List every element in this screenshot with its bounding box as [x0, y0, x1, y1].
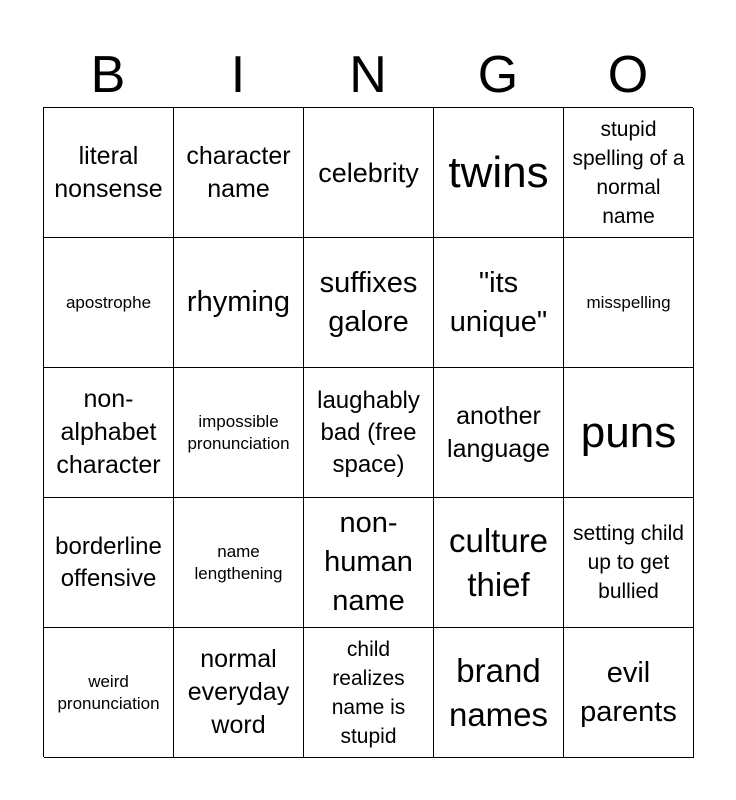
bingo-cell[interactable]	[174, 628, 304, 758]
bingo-cell[interactable]	[44, 628, 174, 758]
bingo-cell[interactable]	[174, 108, 304, 238]
cell-text: setting child up to get bullied	[573, 522, 684, 603]
cell-text: twins	[448, 147, 549, 197]
bingo-header	[43, 44, 693, 106]
cell-text: non-human name	[324, 507, 413, 617]
bingo-cell[interactable]	[304, 368, 434, 498]
bingo-cell[interactable]	[174, 368, 304, 498]
bingo-cell[interactable]	[174, 238, 304, 368]
cell-text: evil parents	[580, 656, 677, 728]
bingo-cell[interactable]	[44, 238, 174, 368]
header-letter-o: O	[607, 46, 649, 104]
cell-text: suffixes galore	[319, 266, 418, 338]
bingo-cell[interactable]	[564, 238, 694, 368]
bingo-cell[interactable]	[434, 108, 564, 238]
bingo-cell[interactable]	[304, 628, 434, 758]
cell-text: brand names	[448, 651, 549, 733]
cell-text: misspelling	[586, 292, 671, 312]
cell-text: rhyming	[186, 286, 291, 318]
cell-text: laughably bad (free space)	[317, 386, 420, 478]
cell-text: celebrity	[318, 157, 419, 188]
cell-text: "its unique"	[449, 266, 548, 338]
bingo-cell[interactable]	[434, 368, 564, 498]
bingo-cell[interactable]	[44, 368, 174, 498]
bingo-cell[interactable]	[44, 108, 174, 238]
header-letter-b: B	[90, 46, 126, 104]
bingo-cell[interactable]	[434, 238, 564, 368]
cell-text: another language	[447, 401, 550, 463]
bingo-cell[interactable]	[564, 108, 694, 238]
header-letter-g: G	[477, 46, 519, 104]
cell-text: weird pronunciation	[57, 671, 160, 713]
cell-text: stupid spelling of a normal name	[572, 117, 685, 228]
cell-text: apostrophe	[65, 292, 152, 312]
cell-text: character name	[186, 141, 291, 203]
bingo-cell[interactable]	[434, 498, 564, 628]
cell-text: puns	[580, 407, 677, 457]
bingo-board	[43, 107, 693, 757]
bingo-cell[interactable]	[564, 368, 694, 498]
cell-text: culture thief	[448, 521, 549, 603]
bingo-cell[interactable]	[304, 238, 434, 368]
cell-text: literal nonsense	[54, 141, 163, 203]
cell-text: name lengthening	[194, 541, 283, 583]
cell-text: impossible pronunciation	[187, 411, 290, 453]
header-letter-n: N	[349, 46, 387, 104]
cell-text: normal everyday word	[187, 645, 290, 739]
bingo-cell[interactable]	[564, 498, 694, 628]
cell-text: borderline offensive	[55, 532, 162, 592]
header-letter-i: I	[230, 46, 246, 104]
cell-text: non-alphabet character	[56, 385, 161, 479]
cell-text: child realizes name is stupid	[331, 637, 406, 748]
bingo-cell[interactable]	[304, 498, 434, 628]
bingo-cell[interactable]	[44, 498, 174, 628]
bingo-cell[interactable]	[304, 108, 434, 238]
bingo-cell[interactable]	[174, 498, 304, 628]
bingo-cell[interactable]	[564, 628, 694, 758]
bingo-cell[interactable]	[434, 628, 564, 758]
